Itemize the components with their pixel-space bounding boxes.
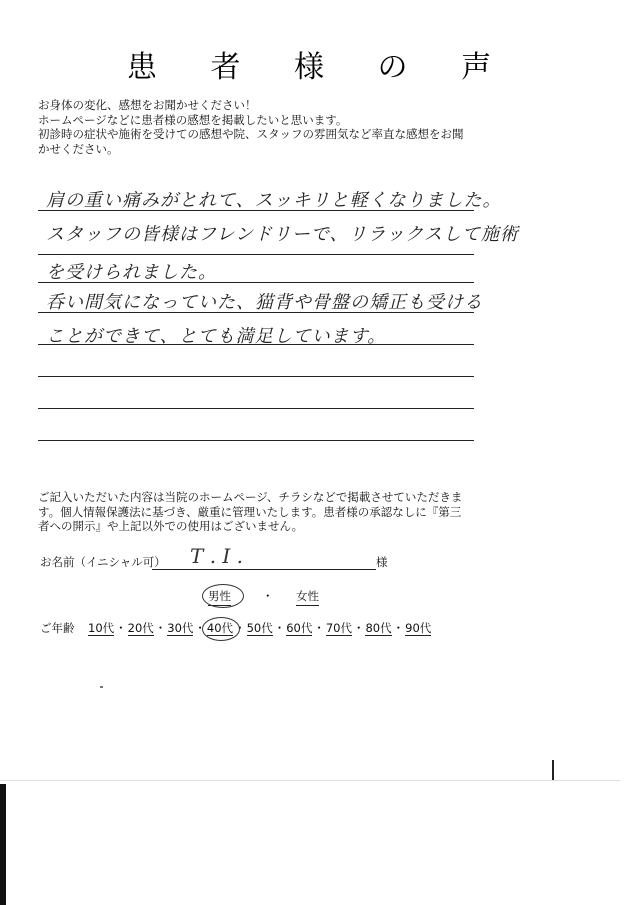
ruled-line [38, 440, 474, 441]
handwritten-line: 肩の重い痛みがとれて、スッキリと軽くなりました。 [46, 190, 502, 211]
notice-line: す。個人情報保護法に基づき、厳重に管理いたします。患者様の承認なしに『第三 [38, 504, 462, 519]
name-label: お名前（イニシャル可） [40, 555, 166, 569]
age-separator: ・ [234, 621, 246, 635]
selection-circle [202, 617, 240, 641]
gender-separator: ・ [262, 589, 274, 603]
age-option-70[interactable]: 70代 [325, 621, 352, 635]
age-option-90[interactable]: 90代 [405, 621, 432, 635]
handwritten-line: ことができて、とても満足しています。 [46, 326, 387, 347]
scan-speck [100, 686, 103, 688]
age-option-30[interactable]: 30代 [167, 621, 194, 635]
privacy-notice [38, 490, 494, 534]
ruled-line [38, 254, 474, 255]
ruled-line [38, 312, 474, 313]
name-field-row [40, 544, 400, 572]
ruled-line [38, 376, 474, 377]
intro-line: かせください。 [38, 141, 119, 156]
age-option-20[interactable]: 20代 [127, 621, 154, 635]
page-title: 患 者 様 の 声 [126, 50, 514, 85]
ruled-line [38, 210, 474, 211]
handwritten-line: を受けられました。 [46, 262, 217, 283]
age-option-80[interactable]: 80代 [365, 621, 392, 635]
notice-line: ご記入いただいた内容は当院のホームページ、チラシなどで掲載させていただきま [38, 490, 463, 504]
scan-edge-bar [0, 784, 6, 905]
age-separator: ・ [313, 621, 325, 635]
ruled-line [38, 282, 474, 283]
age-label: ご年齢 [40, 621, 75, 635]
honorific-label: 様 [376, 555, 388, 569]
age-options [88, 620, 431, 636]
age-option-60[interactable]: 60代 [286, 621, 313, 635]
notice-line: 者への開示』や上記以外での使用はございません。 [38, 519, 304, 533]
age-separator: ・ [154, 621, 167, 635]
intro-line: お身体の変化、感想をお聞かせください！ [38, 98, 257, 112]
intro-line: 初診時の症状や施術を受けての感想や院、スタッフの雰囲気など率直な感想をお聞 [38, 127, 464, 141]
age-option-40[interactable]: 40代 [206, 621, 234, 635]
age-separator: ・ [194, 621, 206, 635]
age-option-10[interactable]: 10代 [88, 621, 115, 635]
gender-option-male[interactable]: 男性 [208, 588, 231, 606]
handwritten-line: 呑い間気になっていた、猫背や骨盤の矯正も受ける [46, 292, 483, 313]
intro-text [38, 98, 508, 156]
name-underline [152, 569, 376, 570]
age-option-50[interactable]: 50代 [246, 621, 273, 635]
ruled-line [38, 344, 474, 345]
age-separator: ・ [273, 621, 286, 635]
age-separator: ・ [392, 621, 405, 635]
gender-option-female[interactable]: 女性 [296, 588, 319, 606]
name-value[interactable]: T . I . [190, 544, 244, 568]
age-separator: ・ [115, 621, 127, 635]
handwritten-line: スタッフの皆様はフレンドリーで、リラックスして施術 [46, 224, 519, 245]
age-separator: ・ [352, 621, 365, 635]
ruled-line [38, 408, 474, 409]
gender-row [200, 588, 400, 610]
scan-edge-line [0, 780, 620, 781]
age-row [40, 620, 460, 642]
scan-mark [552, 760, 554, 780]
intro-line: ホームページなどに患者様の感想を掲載したいと思います。 [38, 112, 348, 127]
selection-circle [202, 584, 244, 608]
